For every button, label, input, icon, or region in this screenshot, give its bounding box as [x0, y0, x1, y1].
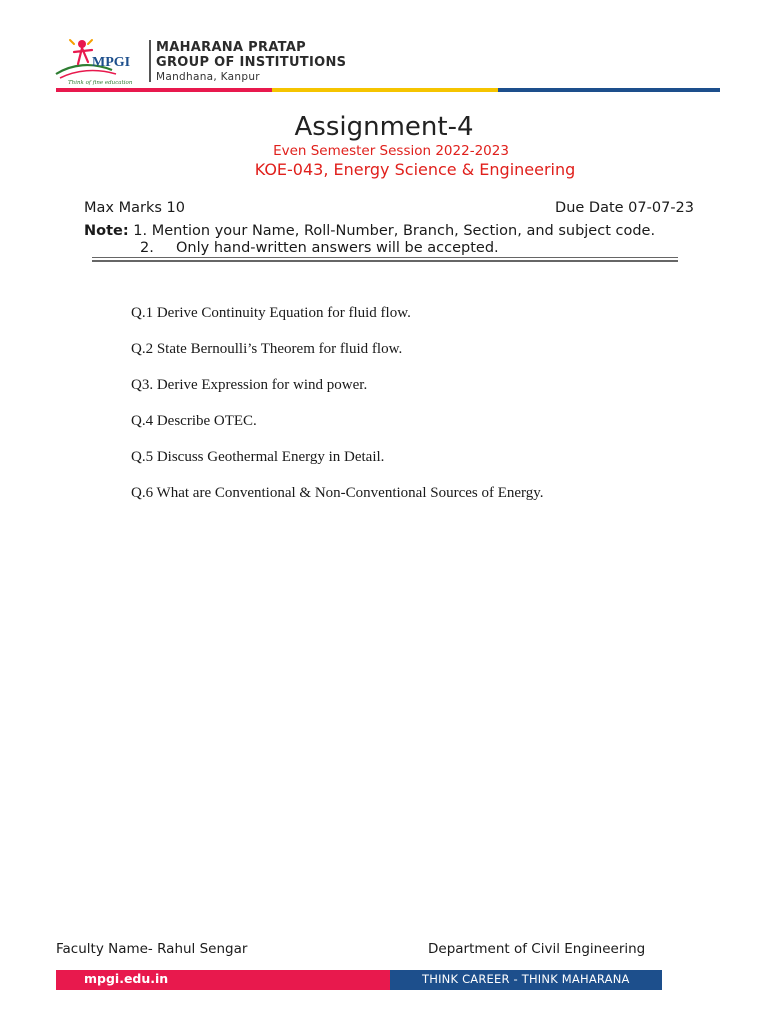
- question-list: [131, 303, 544, 519]
- question-item: Q3. Derive Expression for wind power.: [131, 377, 368, 393]
- footer-tagline: THINK CAREER - THINK MAHARANA: [422, 972, 630, 986]
- page-title: Assignment-4: [294, 112, 474, 142]
- faculty-name: Faculty Name- Rahul Sengar: [56, 941, 248, 957]
- footer-left-panel: [56, 970, 390, 990]
- logo-divider: [149, 40, 151, 82]
- band-pink: [56, 88, 272, 92]
- question-item: Q.6 What are Conventional & Non-Conventional Sources of Energy.: [131, 485, 544, 501]
- note-label: Note:: [84, 223, 129, 239]
- question-item: Q.5 Discuss Geothermal Energy in Detail.: [131, 449, 385, 465]
- max-marks: Max Marks 10: [84, 200, 185, 216]
- question-item: Q.4 Describe OTEC.: [131, 413, 257, 429]
- footer-right-panel: [390, 970, 662, 990]
- footer-bar: [56, 970, 662, 990]
- logo-tagline: Think of fine education: [68, 80, 133, 86]
- footer-website-link[interactable]: mpgi.edu.in: [84, 971, 169, 986]
- institution-name-line1: MAHARANA PRATAP: [156, 40, 307, 55]
- note-item-1: 1. Mention your Name, Roll-Number, Branch, Section, and subject code.: [133, 223, 656, 239]
- mpgi-logo: [52, 34, 148, 86]
- institution-location: Mandhana, Kanpur: [156, 71, 260, 83]
- question-item: Q.2 State Bernoulli’s Theorem for fluid flow.: [131, 341, 403, 357]
- session-line: Even Semester Session 2022-2023: [273, 143, 509, 159]
- header-color-band: [56, 88, 720, 92]
- note-item-2: Only hand-written answers will be accepted.: [176, 240, 499, 256]
- note-line-1: [84, 223, 655, 239]
- institution-name-line2: GROUP OF INSTITUTIONS: [156, 55, 347, 70]
- note-line-2: [140, 240, 499, 256]
- logo-text: MPGI: [92, 55, 131, 70]
- course-line: KOE-043, Energy Science & Engineering: [254, 160, 576, 179]
- band-yellow: [272, 88, 498, 92]
- question-item: Q.1 Derive Continuity Equation for fluid flow.: [131, 305, 411, 321]
- department-name: Department of Civil Engineering: [428, 941, 646, 957]
- band-blue: [498, 88, 720, 92]
- divider-rule-thick: [92, 260, 678, 262]
- note-item-2-number: 2.: [140, 240, 154, 256]
- divider-rule: [92, 257, 678, 258]
- due-date: Due Date 07-07-23: [555, 200, 694, 216]
